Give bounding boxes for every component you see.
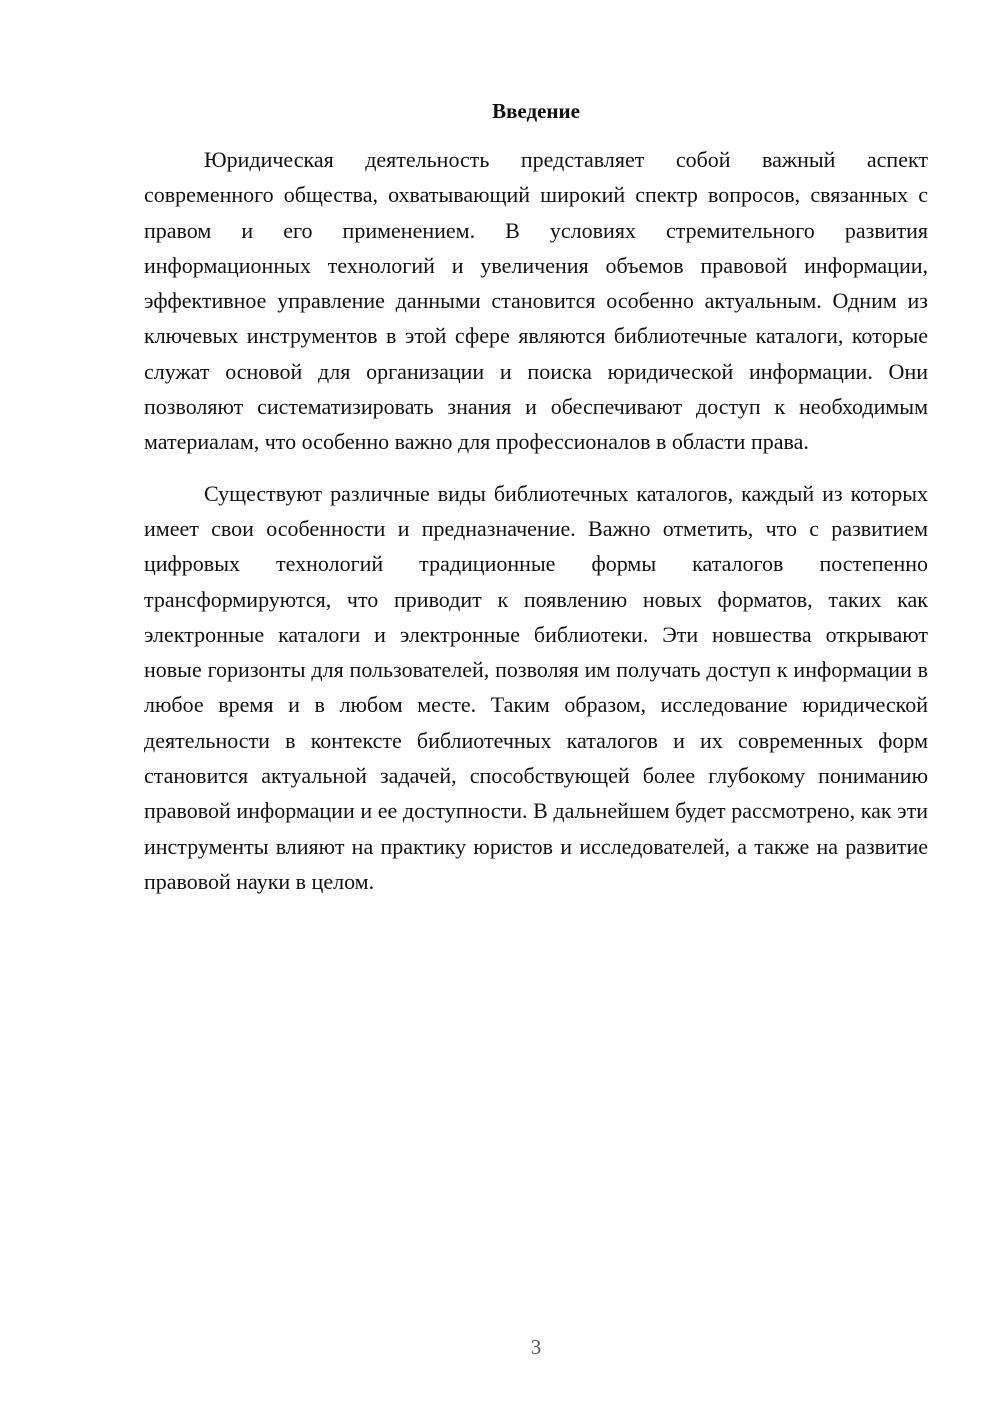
page-number: 3: [530, 1335, 542, 1359]
paragraph-2: Существуют различные виды библиотечных каталогов, каждый из которых имеет свои особенности и предназначение. Важно отметить, что с развитием цифровых технологий традиционные формы каталогов постепенно трансформируются, что приводит к появлению новых форматов, таких как электронные каталоги и электронные библиотеки. Эти новшества открывают новые горизонты для пользователей, позволяя им получать доступ к информации в любое время и в любом месте. Таким образом, исследование юридической деятельности в контексте библиотечных каталогов и их современных форм становится актуальной задачей, способствующей более глубокому пониманию правовой информации и ее доступности. В дальнейшем будет рассмотрено, как эти инструменты влияют на практику юристов и исследователей, а также на развитие правовой науки в целом.: [144, 480, 928, 894]
section-title: Введение: [492, 99, 580, 123]
document-body: [144, 142, 928, 899]
paragraph-1: Юридическая деятельность представляет собой важный аспект современного общества, охватывающий широкий спектр вопросов, связанных с правом и его применением. В условиях стремительного развития информационных технологий и увеличения объемов правовой информации, эффективное управление данными становится особенно актуальным. Одним из ключевых инструментов в этой сфере являются библиотечные каталоги, которые служат основой для организации и поиска юридической информации. Они позволяют систематизировать знания и обеспечивают доступ к необходимым материалам, что особенно важно для профессионалов в области права.: [144, 147, 928, 455]
